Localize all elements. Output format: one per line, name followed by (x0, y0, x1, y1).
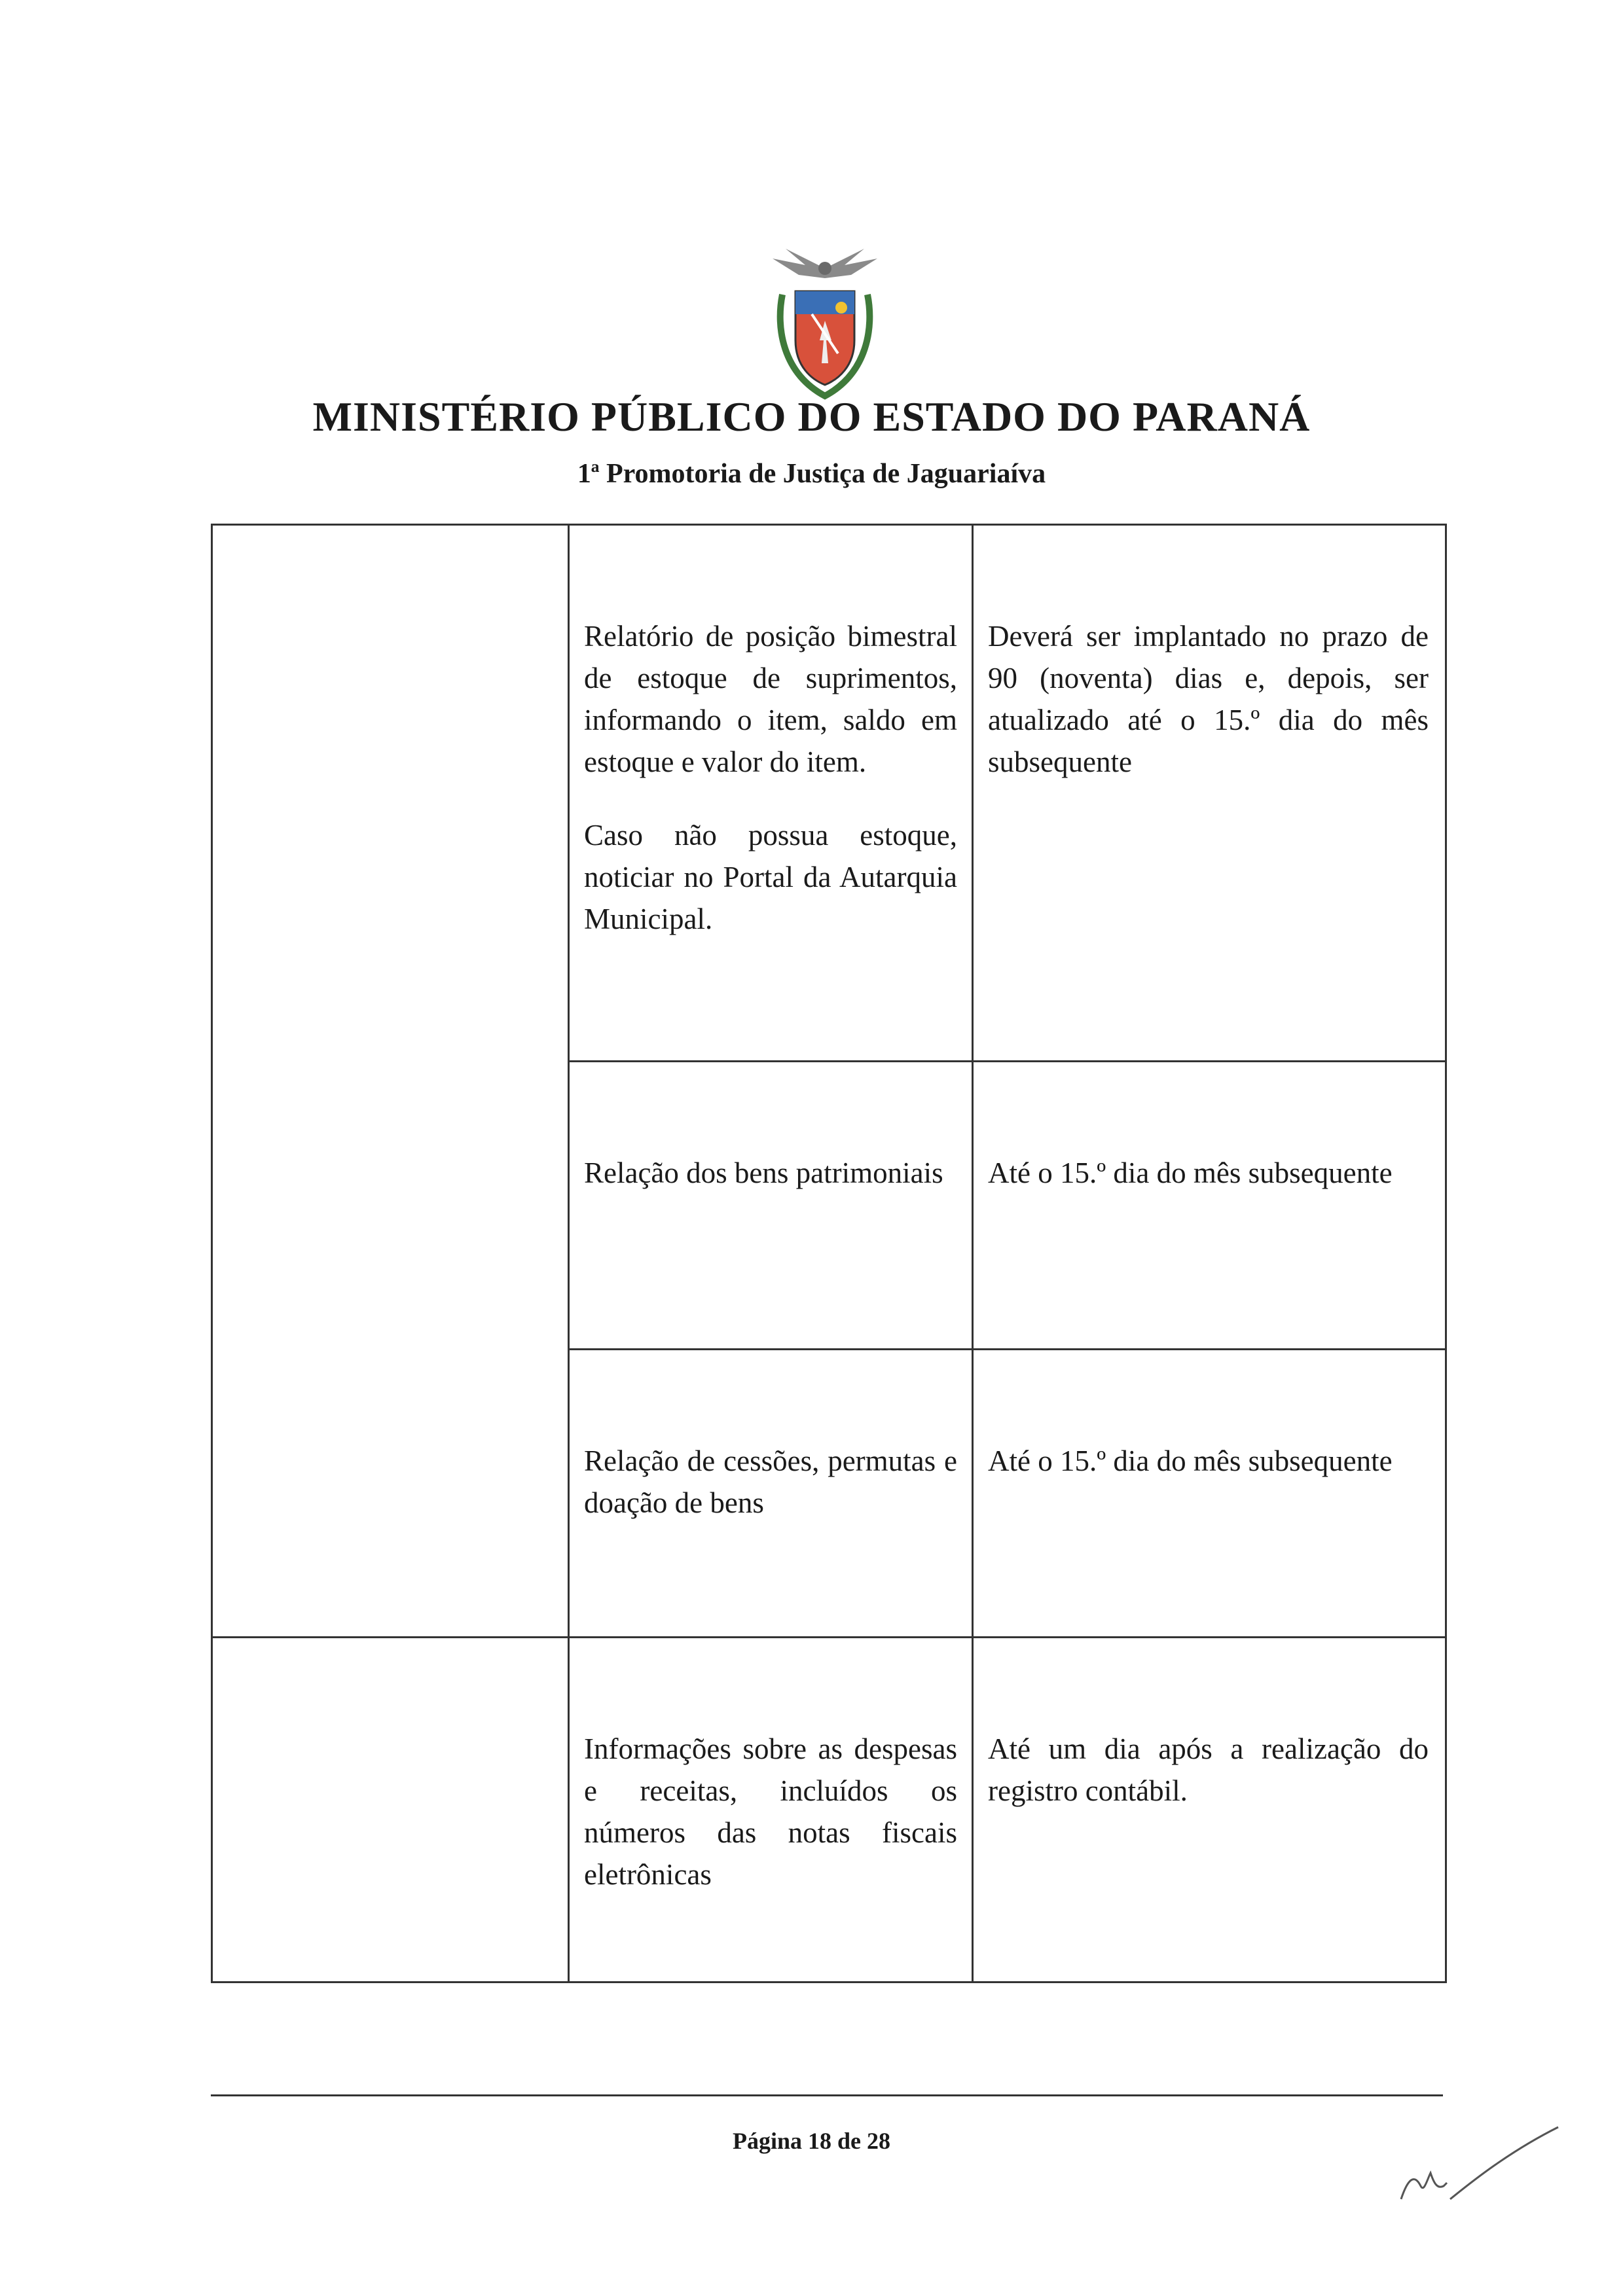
cell-deadline-text: Até o 15.º dia do mês subsequente (988, 1444, 1393, 1477)
table-row (570, 1440, 972, 1555)
row-divider (568, 1348, 1445, 1350)
row-divider (568, 1060, 1445, 1062)
promotoria-subtitle: 1ª Promotoria de Justiça de Jaguariaíva (577, 459, 1046, 489)
cell-deadline-text: Até um dia após a realização do registro contábil. (988, 1732, 1429, 1807)
page-number: Página 18 de 28 (732, 2128, 890, 2154)
table-row (570, 615, 972, 971)
table-row (570, 1728, 972, 1927)
table-cell-deadline (974, 615, 1443, 783)
cell-item-text: Relação dos bens patrimoniais (584, 1157, 943, 1189)
coat-of-arms-emblem (759, 242, 890, 406)
cell-deadline-text: Deverá ser implantado no prazo de 90 (noventa) dias e, depois, ser atualizado até o 15.º dia do mês subsequente (988, 620, 1429, 778)
institution-title: MINISTÉRIO PÚBLICO DO ESTADO DO PARANÁ (312, 393, 1311, 440)
table-cell-deadline (974, 1440, 1443, 1482)
cell-deadline-text: Até o 15.º dia do mês subsequente (988, 1157, 1393, 1189)
cell-item-note: Caso não possua estoque, noticiar no Portal da Autarquia Municipal. (584, 819, 957, 935)
row-divider (211, 1636, 1445, 1638)
table-row (570, 1152, 972, 1225)
cell-item-text: Relação de cessões, permutas e doação de bens (584, 1444, 957, 1519)
cell-item-text: Informações sobre as despesas e receitas, incluídos os números das notas fiscais eletrônicas (584, 1732, 957, 1891)
signature-initials (1395, 2121, 1565, 2206)
table-cell-deadline (974, 1728, 1443, 1812)
footer-divider (211, 2094, 1443, 2096)
cell-item-text: Relatório de posição bimestral de estoque de suprimentos, informando o item, saldo em estoque e valor do item. (584, 620, 957, 778)
table-cell-deadline (974, 1152, 1443, 1194)
